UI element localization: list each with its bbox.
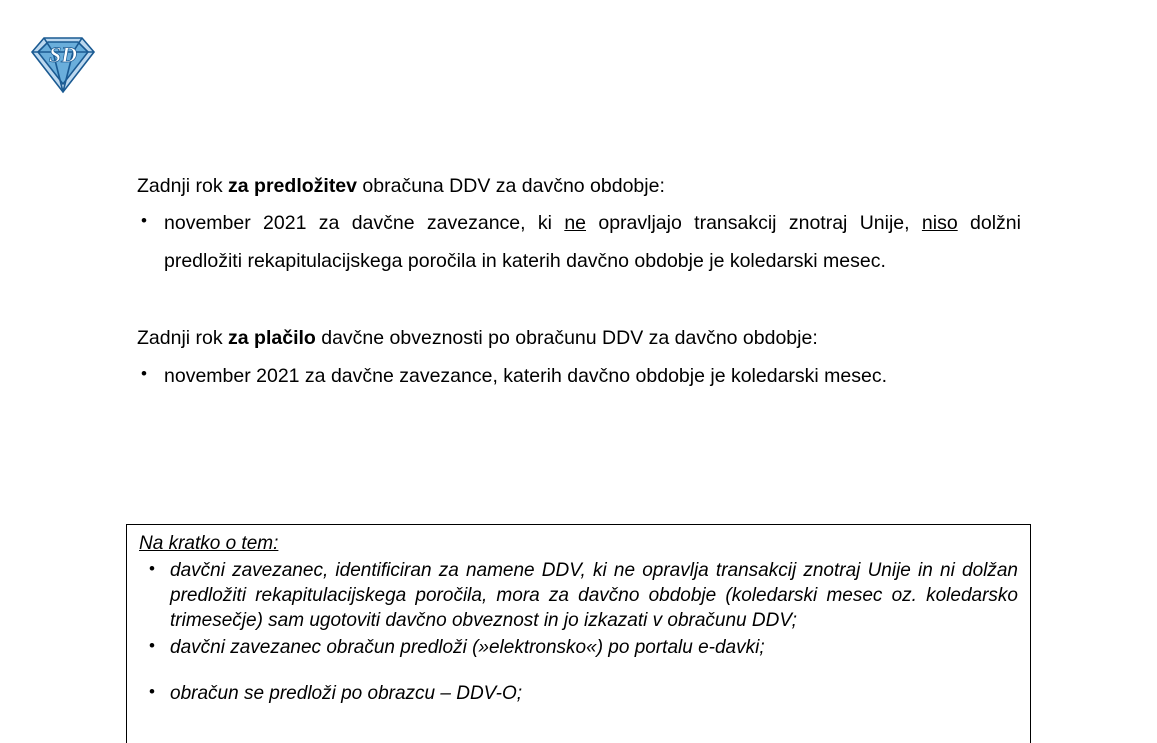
bullet-list-submission <box>137 204 1021 280</box>
intro-1-bold: za predložitev <box>228 175 357 197</box>
spacer <box>137 280 1021 326</box>
intro-2-after: davčne obveznosti po obračunu DDV za davčno obdobje: <box>315 327 818 350</box>
intro-1-before: Zadnji rok <box>137 175 229 197</box>
intro-paragraph-submission <box>137 174 1021 198</box>
list-item <box>137 204 1021 280</box>
summary-list <box>139 558 1018 706</box>
intro-2-bold: za plačilo <box>228 327 316 350</box>
summary-box <box>126 524 1031 743</box>
bullet-1-underline1: ne <box>564 212 587 235</box>
bullet-1-part3: dolžni predložiti rekapitulacijskega poročila in katerih davčno obdobje je koledarski mesec. <box>164 212 1021 273</box>
intro-paragraph-payment <box>137 326 1021 350</box>
svg-text:SD: SD <box>48 42 78 67</box>
document-body <box>137 174 1021 395</box>
bullet-1-underline2: niso <box>921 212 958 235</box>
summary-title: Na kratko o tem: <box>139 533 279 554</box>
intro-2-before: Zadnji rok <box>137 327 229 350</box>
bullet-1-part2: opravljajo transakcij znotraj Unije, <box>586 212 922 235</box>
list-item: • obračun se predloži po obrazcu – DDV-O; <box>139 681 1018 706</box>
list-item: • november 2021 za davčne zavezance, katerih davčno obdobje je koledarski mesec. <box>137 357 1021 395</box>
list-item: • davčni zavezanec obračun predloži (»elektronsko«) po portalu e-davki; <box>139 635 1018 660</box>
sd-diamond-logo <box>26 32 100 96</box>
list-item: • davčni zavezanec, identificiran za namene DDV, ki ne opravlja transakcij znotraj Unije in ni dolžan predložiti rekapitulacijskega poročila, mora za davčno obdobje (koledarski mesec oz. koledarsko trimesečje) sam ugotoviti davčno obveznost in jo izkazati v obračunu DDV; <box>139 558 1018 634</box>
bullet-1-part1: november 2021 za davčne zavezance, ki <box>164 212 565 235</box>
bullet-list-payment <box>137 357 1021 395</box>
intro-1-after: obračuna DDV za davčno obdobje: <box>357 175 665 197</box>
